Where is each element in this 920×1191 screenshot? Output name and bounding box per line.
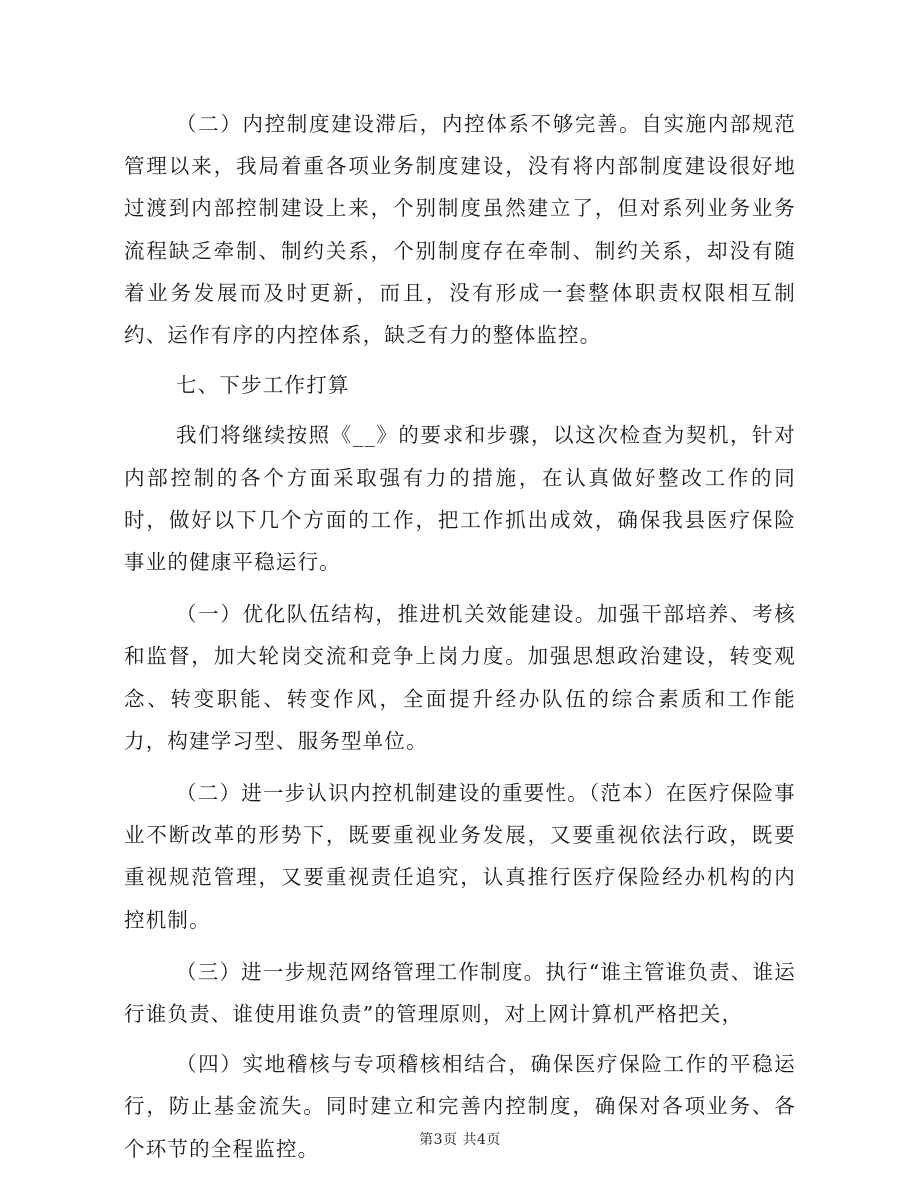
paragraph-work-plan-intro: 我们将继续按照《__》的要求和步骤，以这次检查为契机，针对内部控制的各个方面采取强有力的措施，在认真做好整改工作的同时，做好以下几个方面的工作，把工作抓出成效，确保我县医疗保险事业的健康平稳运行。 bbox=[124, 423, 796, 575]
paragraph-optimize-team: （一）优化队伍结构，推进机关效能建设。加强干部培养、考核和监督，加大轮岗交流和竞争上岗力度。加强思想政治建设，转变观念、转变职能、转变作风，全面提升经办队伍的综合素质和工作能力，构建学习型、服务型单位。 bbox=[124, 602, 796, 753]
section-heading-next-steps: 七、下步工作打算 bbox=[176, 373, 350, 398]
page-number-footer: 第3页 共4页 bbox=[419, 1132, 501, 1148]
paragraph-internal-control-lag: （二）内控制度建设滞后，内控体系不够完善。自实施内部规范管理以来，我局着重各项业务制度建设，没有将内部制度建设很好地过渡到内部控制建设上来，个别制度虽然建立了，但对系列业务业务流程缺乏牵制、制约关系，个别制度存在牵制、制约关系，却没有随着业务发展而及时更新，而且，没有形成一套整体职责权限相互制约、运作有序的内控体系，缺乏有力的整体监控。 bbox=[124, 112, 796, 348]
document-body bbox=[124, 103, 796, 1170]
paragraph-control-importance: （二）进一步认识内控机制建设的重要性。（范本）在医疗保险事业不断改革的形势下，既要重视业务发展，又要重视依法行政，既要重视规范管理，又要重视责任追究，认真推行医疗保险经办机构的内控机制。 bbox=[124, 781, 796, 932]
paragraph-network-management: （三）进一步规范网络管理工作制度。执行“谁主管谁负责、谁运行谁负责、谁使用谁负责”的管理原则，对上网计算机严格把关， bbox=[124, 959, 796, 1027]
paragraph-audit-combination: （四）实地稽核与专项稽核相结合，确保医疗保险工作的平稳运行，防止基金流失。同时建立和完善内控制度，确保对各项业务、各个环节的全程监控。 bbox=[124, 1052, 796, 1161]
